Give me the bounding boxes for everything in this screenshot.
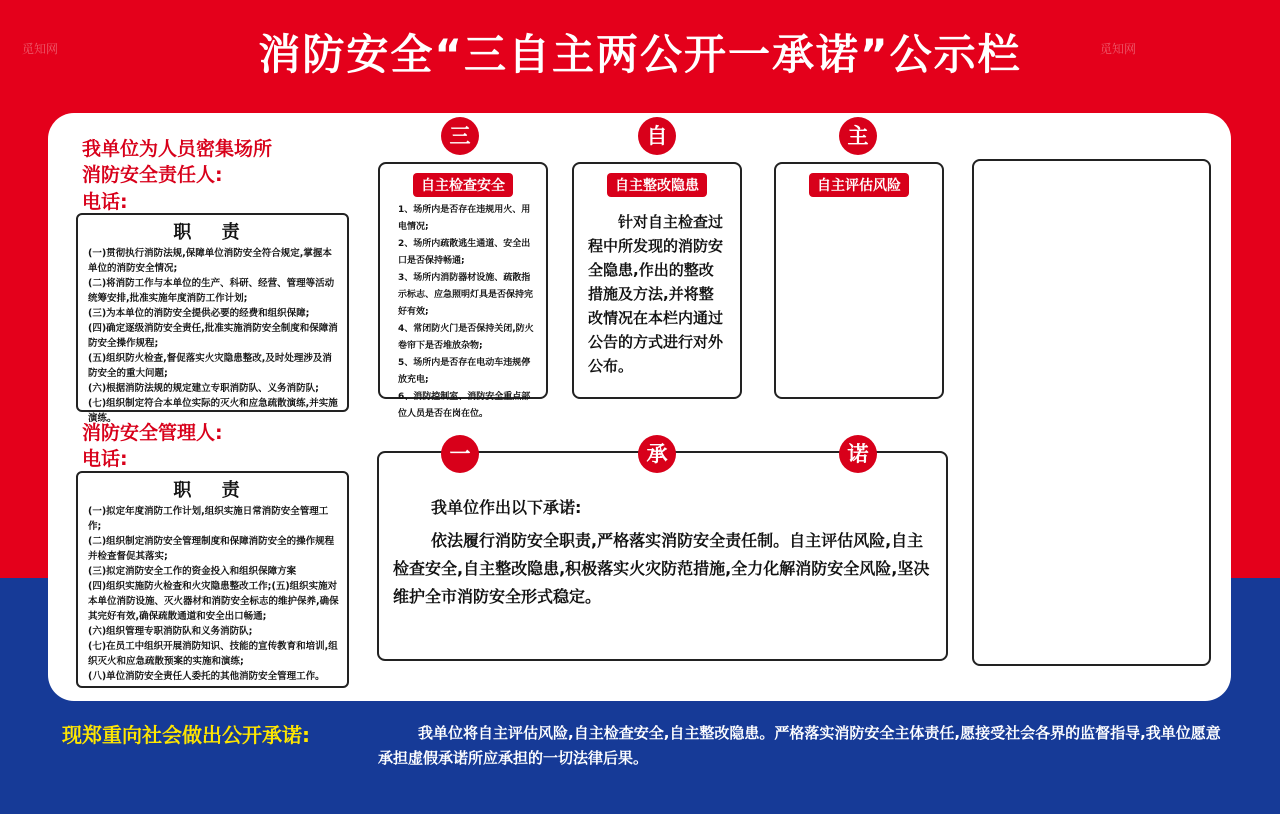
phone-label: 电话:	[82, 448, 128, 470]
list-item: (三)为本单位的消防安全提供必要的经费和组织保障;	[88, 308, 310, 319]
section-circle: 诺	[839, 435, 877, 473]
section-circle: 主	[839, 117, 877, 155]
promise-heading: 我单位作出以下承诺:	[431, 498, 582, 517]
list-item: (三)拟定消防安全工作的资金投入和组织保障方案	[88, 566, 297, 577]
self-assess-tag: 自主评估风险	[809, 173, 909, 197]
promise-body: 依法履行消防安全职责,严格落实消防安全责任制。自主评估风险,自主检查安全,自主整改隐患,积极落实火灾防范措施,全力化解消防安全风险,坚决维护全市消防安全形式稳定。	[393, 531, 930, 606]
public-commitment-label: 现郑重向社会做出公开承诺:	[62, 723, 310, 747]
list-item: 4、常闭防火门是否保持关闭,防火卷帘下是否堆放杂物;	[398, 324, 534, 351]
duties-title: 职 责	[173, 222, 252, 243]
watermark: 觅知网	[22, 42, 59, 56]
venue-type: 我单位为人员密集场所	[82, 138, 273, 160]
announcement-board	[972, 159, 1211, 666]
list-item: 5、场所内是否存在电动车违规停放充电;	[398, 358, 531, 385]
list-item: (四)确定逐级消防安全责任,批准实施消防安全制度和保障消防安全操作规程;	[88, 323, 338, 349]
list-item: (一)贯彻执行消防法规,保障单位消防安全符合规定,掌握本单位的消防安全情况;	[88, 248, 332, 274]
self-check-box	[378, 162, 548, 419]
self-check-list	[380, 164, 546, 423]
list-item: 6、消防控制室、消防安全重点部位人员是否在岗在位。	[398, 392, 531, 419]
list-item: (二)将消防工作与本单位的生产、科研、经营、管理等活动统筹安排,批准实施年度消防工作计划;	[88, 278, 335, 304]
list-item: (六)根据消防法规的规定建立专职消防队、义务消防队;	[88, 383, 319, 394]
promise-box	[377, 451, 948, 661]
responsible-duties-list	[78, 246, 347, 426]
page-title: 消防安全“三自主两公开一承诺”公示栏	[258, 30, 1022, 79]
section-circle: 承	[638, 435, 676, 473]
watermark: 觅知网	[1100, 42, 1137, 56]
manager-label: 消防安全管理人:	[82, 422, 223, 444]
list-item: 2、场所内疏散逃生通道、安全出口是否保持畅通;	[398, 239, 531, 266]
self-rectify-tag: 自主整改隐患	[607, 173, 707, 197]
phone-label: 电话:	[82, 191, 128, 213]
section-circle: 三	[441, 117, 479, 155]
self-rectify-box	[572, 162, 742, 399]
duties-title: 职 责	[173, 480, 252, 501]
self-rectify-text: 针对自主检查过程中所发现的消防安全隐患,作出的整改措施及方法,并将整改情况在本栏内通过公告的方式进行对外公布。	[588, 213, 724, 375]
responsible-person-label: 消防安全责任人:	[82, 164, 223, 186]
list-item: (四)组织实施防火检查和火灾隐患整改工作;(五)组织实施对本单位消防设施、灭火器材和消防安全标志的维护保养,确保其完好有效,确保疏散通道和安全出口畅通;	[88, 581, 339, 622]
self-assess-box	[774, 162, 944, 399]
list-item: (七)组织制定符合本单位实际的灭火和应急疏散演练,并实施演练。	[88, 398, 338, 424]
self-check-tag: 自主检查安全	[413, 173, 513, 197]
section-circle: 自	[638, 117, 676, 155]
list-item: (七)在员工中组织开展消防知识、技能的宣传教育和培训,组织灭火和应急疏散预案的实施和演练;	[88, 641, 338, 667]
list-item: 1、场所内是否存在违规用火、用电情况;	[398, 205, 531, 232]
list-item: (六)组织管理专职消防队和义务消防队;	[88, 626, 253, 637]
responsible-duties-box	[76, 213, 349, 424]
list-item: (八)单位消防安全责任人委托的其他消防安全管理工作。	[88, 671, 325, 682]
public-commitment-text: 我单位将自主评估风险,自主检查安全,自主整改隐患。严格落实消防安全主体责任,愿接受社会各界的监督指导,我单位愿意承担虚假承诺所应承担的一切法律后果。	[378, 724, 1221, 767]
list-item: 3、场所内消防器材设施、疏散指示标志、应急照明灯具是否保持完好有效;	[398, 273, 534, 317]
list-item: (二)组织制定消防安全管理制度和保障消防安全的操作规程并检查督促其落实;	[88, 536, 335, 562]
manager-duties-list	[78, 504, 347, 684]
list-item: (五)组织防火检查,督促落实火灾隐患整改,及时处理涉及消防安全的重大问题;	[88, 353, 332, 379]
section-circle: 一	[441, 435, 479, 473]
list-item: (一)拟定年度消防工作计划,组织实施日常消防安全管理工作;	[88, 506, 329, 532]
manager-duties-box	[76, 471, 349, 688]
